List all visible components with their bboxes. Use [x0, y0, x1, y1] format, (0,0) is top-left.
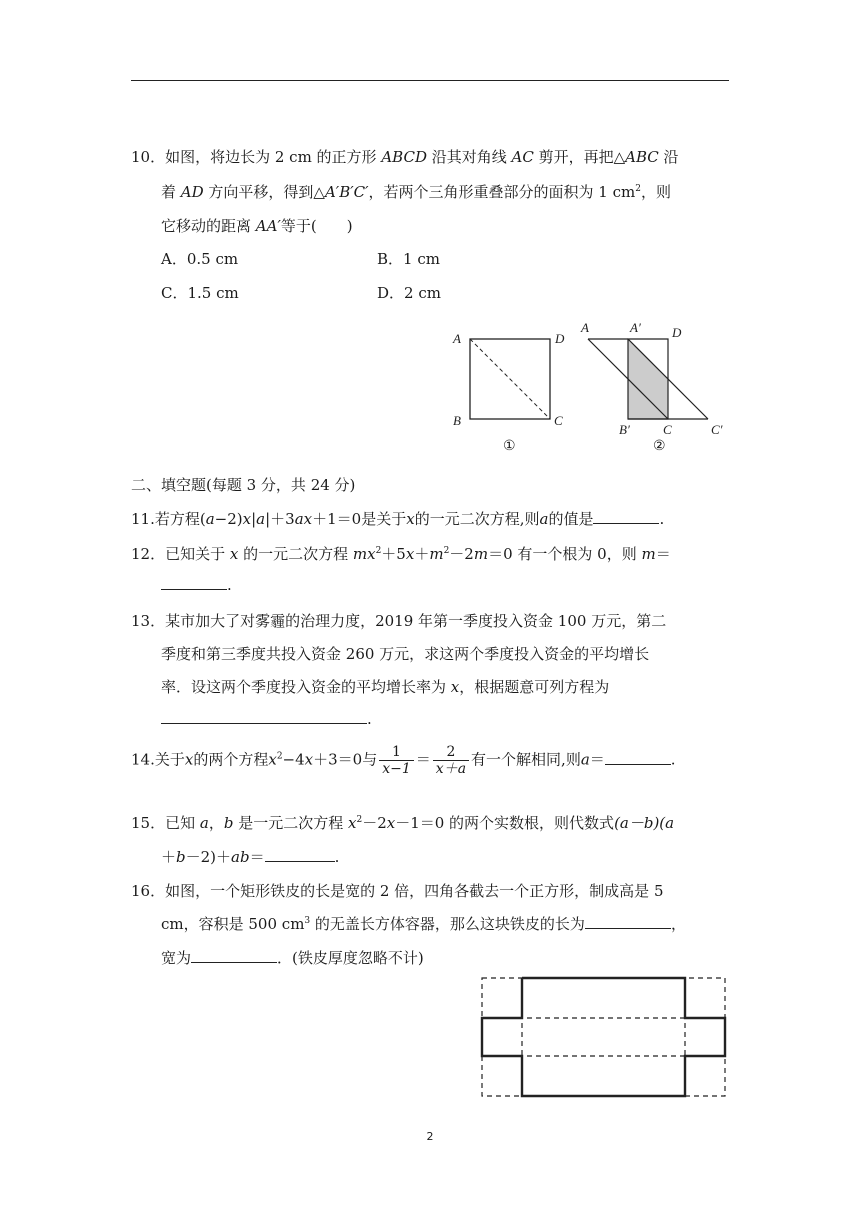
section-heading: 二、填空题(每题 3 分，共 24 分) — [131, 476, 356, 494]
q10-option-b: B．1 cm — [377, 250, 440, 268]
q10-option-d: D．2 cm — [377, 284, 441, 302]
q10-line2: 着 AD 方向平移，得到△A′B′C′，若两个三角形重叠部分的面积为 1 $cm^2$，则 — [161, 183, 671, 201]
page-number: 2 — [426, 1130, 434, 1143]
fig1-number: ① — [503, 439, 516, 454]
q13-line1: 13．某市加大了对雾霾的治理力度，2019 年第一季度投入资金 100 万元，第二 — [131, 612, 667, 630]
fig2-label-c-prime: C′ — [711, 422, 723, 437]
q16-line1: 16．如图，一个矩形铁皮的长是宽的 2 倍，四角各截去一个正方形，制成高是 5 — [131, 882, 664, 900]
q13-line2: 季度和第三季度共投入资金 260 万元，求这两个季度投入资金的平均增长 — [161, 645, 650, 663]
q12-line1: 12．已知关于 x 的一元二次方程 $mx^2+5x+m^2-2m=0$ 有一个根为 0，则 m＝ — [131, 545, 671, 563]
fig2-label-d: D — [672, 325, 682, 340]
answer-blank — [161, 709, 367, 724]
fig2-label-a-prime: A′ — [630, 320, 641, 335]
fig2-label-c: C — [663, 422, 672, 437]
q12-line2: . — [161, 575, 232, 594]
q16-line2: cm，容积是 500 $cm^3$ 的无盖长方体容器，那么这块铁皮的长为 ， — [161, 915, 686, 933]
fig1-label-d: D — [555, 331, 565, 346]
q13-line3: 率．设这两个季度投入资金的平均增长率为 x，根据题意可列方程为 — [161, 678, 610, 696]
q15-line2: ＋b－2)＋ab＝ . — [161, 848, 340, 866]
fig1-label-b: B — [453, 413, 461, 428]
answer-blank — [585, 914, 671, 929]
answer-blank — [605, 750, 671, 765]
q15-line1: 15．已知 a，b 是一元二次方程 $x^2-2x-1=0$ 的两个实数根，则代数式(a－b)(a — [131, 814, 675, 832]
fraction-2: $\frac{2}{x+a}$ — [433, 744, 469, 777]
figure-2-translated — [580, 320, 723, 454]
fig1-label-a: A — [453, 331, 461, 346]
fraction-1: $\frac{1}{x-1}$ — [379, 744, 414, 777]
fig2-label-b-prime: B′ — [619, 422, 630, 437]
q10-option-c: C．1.5 cm — [161, 284, 239, 302]
q10-line1: 10．如图，将边长为 2 cm 的正方形 ABCD 沿其对角线 AC 剪开，再把△ABC 沿 — [131, 148, 679, 166]
q10-figure — [445, 314, 740, 456]
q13-line4: . — [161, 709, 372, 728]
q10-line3: 它移动的距离 AA′等于( ) — [161, 217, 353, 235]
fig2-label-a: A — [581, 320, 589, 335]
fig2-number: ② — [653, 439, 666, 454]
header-rule — [131, 80, 729, 81]
figure-1-square — [452, 331, 565, 454]
q16-figure — [480, 976, 730, 1100]
answer-blank — [265, 847, 335, 862]
answer-blank — [593, 509, 659, 524]
q11: 11.若方程(a−2)x|a|＋3ax＋1＝0是关于x的一元二次方程,则a的值是 . — [131, 510, 665, 528]
answer-blank — [191, 948, 277, 963]
answer-blank — [161, 575, 227, 590]
fig1-label-c: C — [554, 413, 563, 428]
q16-line3: 宽为 ．(铁皮厚度忽略不计) — [161, 949, 424, 967]
q10-option-a: A．0.5 cm — [161, 250, 239, 268]
q14: 14.关于x的两个方程$x^2-4x+3=0$与 $\frac{1}{x-1}$ ＝ $\frac{2}{x+a}$ 有一个解相同,则a＝ . — [131, 744, 676, 777]
